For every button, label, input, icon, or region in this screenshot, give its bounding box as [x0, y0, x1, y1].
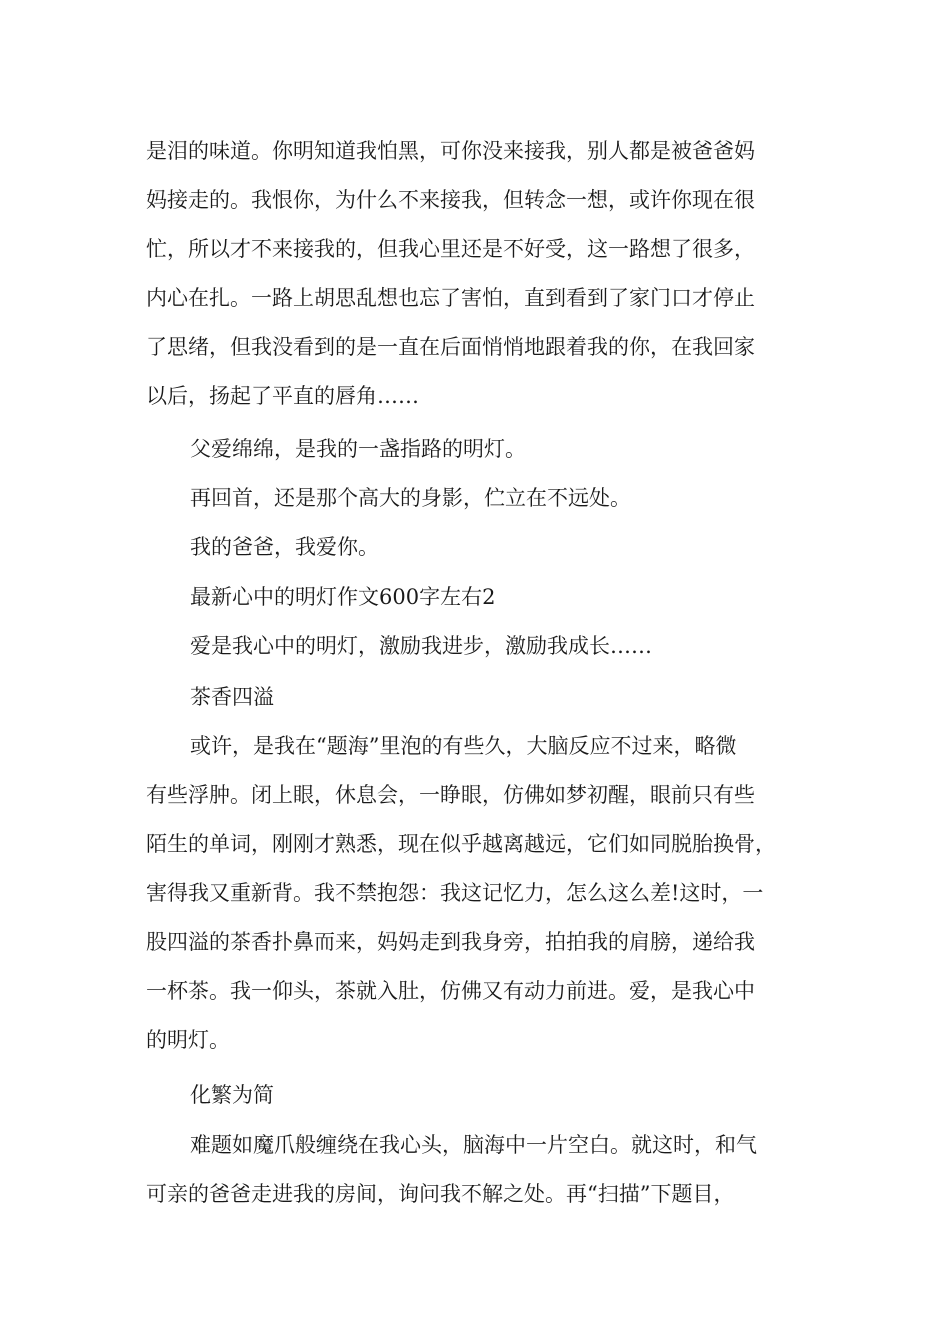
text-line: 爱是我心中的明灯，激励我进步，激励我成长…… — [190, 634, 652, 658]
paragraph-7 — [146, 1121, 816, 1219]
text-line: 的明灯。 — [146, 1028, 230, 1052]
text-line: 茶香四溢 — [190, 685, 274, 709]
text-line: 以后，扬起了平直的唇角…… — [146, 384, 419, 408]
text-line: 妈接走的。我恨你，为什么不来接我，但转念一想，或许你现在很 — [146, 188, 755, 212]
text-line: 有些浮肿。闭上眼，休息会，一睁眼，仿佛如梦初醒，眼前只有些 — [146, 783, 755, 807]
paragraph-2 — [146, 425, 816, 474]
text-line: 父爱绵绵，是我的一盏指路的明灯。 — [190, 437, 526, 461]
paragraph-5 — [146, 622, 816, 671]
section-title — [146, 573, 816, 622]
text-line: 股四溢的茶香扑鼻而来，妈妈走到我身旁，拍拍我的肩膀，递给我 — [146, 930, 755, 954]
subheading-tea — [146, 673, 816, 722]
paragraph-6 — [146, 722, 816, 1065]
paragraph-4 — [146, 523, 816, 572]
text-line: 再回首，还是那个高大的身影，伫立在不远处。 — [190, 486, 631, 510]
text-line: 害得我又重新背。我不禁抱怨：我这记忆力，怎么这么差!这时，一 — [146, 881, 764, 905]
text-line: 一杯茶。我一仰头，茶就入肚，仿佛又有动力前进。爱，是我心中 — [146, 979, 755, 1003]
text-line: 忙，所以才不来接我的，但我心里还是不好受，这一路想了很多， — [146, 237, 755, 261]
text-line: 陌生的单词，刚刚才熟悉，现在似乎越离越远，它们如同脱胎换骨， — [146, 832, 776, 856]
text-line: 或许，是我在“题海”里泡的有些久，大脑反应不过来，略微 — [190, 734, 737, 758]
text-line: 难题如魔爪般缠绕在我心头，脑海中一片空白。就这时，和气 — [190, 1133, 757, 1157]
paragraph-1 — [146, 127, 816, 421]
subheading-simplify — [146, 1071, 816, 1120]
text-line: 最新心中的明灯作文600字左右2 — [190, 585, 496, 609]
text-line: 了思绪，但我没看到的是一直在后面悄悄地跟着我的你，在我回家 — [146, 335, 755, 359]
text-line: 我的爸爸，我爱你。 — [190, 535, 379, 559]
text-line: 化繁为简 — [190, 1083, 274, 1107]
text-line: 是泪的味道。你明知道我怕黑，可你没来接我，别人都是被爸爸妈 — [146, 139, 755, 163]
text-line: 可亲的爸爸走进我的房间，询问我不解之处。再“扫描”下题目， — [146, 1182, 735, 1206]
text-line: 内心在扎。一路上胡思乱想也忘了害怕，直到看到了家门口才停止 — [146, 286, 755, 310]
paragraph-3 — [146, 474, 816, 523]
